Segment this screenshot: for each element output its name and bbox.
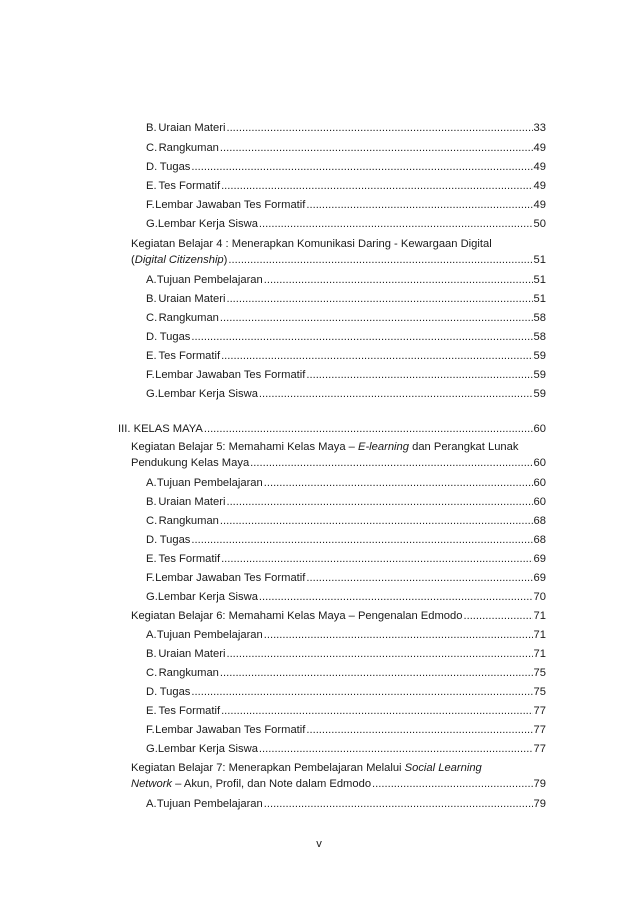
page-number: v (316, 838, 322, 850)
toc-entry-title: Tujuan Pembelajaran (156, 798, 263, 810)
toc-entry-page: 33 (533, 122, 546, 134)
toc-entry-page: 71 (533, 610, 546, 622)
toc-entry[interactable] (146, 798, 546, 811)
toc-entry[interactable] (146, 218, 546, 231)
activity-title: Kegiatan Belajar 6: Memahami Kelas Maya – Pengenalan Edmodo (131, 610, 463, 622)
toc-entry[interactable] (146, 553, 546, 566)
dot-leader (228, 254, 532, 267)
toc-entry-letter: C. (146, 667, 158, 679)
dot-leader (191, 686, 532, 699)
toc-section-entry[interactable] (118, 423, 546, 436)
toc-entry-letter: F. (146, 724, 155, 736)
toc-entry-letter: B. (146, 293, 157, 305)
activity-heading-kb5-line1[interactable] (131, 441, 518, 454)
toc-entry[interactable] (146, 705, 546, 718)
toc-entry[interactable] (146, 629, 546, 642)
activity-heading-kb5[interactable] (131, 457, 546, 470)
activity-title (131, 778, 371, 791)
toc-entry-page: 60 (533, 496, 546, 508)
section-title: KELAS MAYA (133, 423, 203, 435)
toc-entry-page: 49 (533, 199, 546, 211)
toc-entry-title: Tugas (159, 331, 191, 343)
dot-leader (191, 534, 532, 547)
toc-entry-title: Tes Formatif (158, 705, 221, 717)
toc-entry-page: 51 (533, 274, 546, 286)
toc-entry-title: Uraian Materi (158, 496, 226, 508)
toc-entry-page: 59 (533, 350, 546, 362)
activity-title-part: dan Perangkat Lunak (408, 441, 519, 453)
toc-entry-letter: G. (146, 218, 158, 230)
toc-entry[interactable] (146, 293, 546, 306)
toc-entry[interactable] (146, 180, 546, 193)
dot-leader (264, 798, 533, 811)
dot-leader (259, 218, 533, 231)
toc-entry-title: Rangkuman (158, 667, 219, 679)
toc-entry-letter: C. (146, 142, 158, 154)
toc-entry-letter: F. (146, 572, 155, 584)
toc-entry[interactable] (146, 122, 546, 135)
toc-entry[interactable] (146, 274, 546, 287)
dot-leader (259, 388, 533, 401)
toc-entry[interactable] (146, 161, 546, 174)
dot-leader (220, 667, 533, 680)
toc-entry-page: 50 (533, 218, 546, 230)
toc-entry[interactable] (146, 350, 546, 363)
toc-entry[interactable] (146, 142, 546, 155)
activity-heading-kb4-line1[interactable]: Kegiatan Belajar 4 : Menerapkan Komunikasi Daring - Kewargaan Digital (131, 238, 492, 250)
toc-entry[interactable] (146, 667, 546, 680)
toc-entry-page: 79 (533, 778, 546, 790)
toc-entry-letter: F. (146, 199, 155, 211)
toc-entry[interactable] (146, 534, 546, 547)
paren-close: ) (223, 254, 228, 266)
dot-leader (259, 743, 533, 756)
paren-open: ( (131, 254, 135, 266)
toc-entry-letter: A. (146, 477, 157, 489)
toc-entry-title: Tugas (159, 534, 191, 546)
activity-title-italic: Digital Citizenship (134, 254, 224, 266)
toc-entry-title: Lembar Jawaban Tes Formatif (155, 199, 306, 211)
toc-entry-letter: G. (146, 743, 158, 755)
activity-title-italic: Social Learning (404, 762, 482, 774)
toc-entry-letter: D. (146, 534, 158, 546)
toc-entry[interactable] (146, 724, 546, 737)
toc-entry[interactable] (146, 648, 546, 661)
toc-entry-letter: B. (146, 122, 157, 134)
dot-leader (226, 122, 532, 135)
dot-leader (221, 553, 532, 566)
activity-title-part: Kegiatan Belajar 5: Memahami Kelas Maya – (131, 441, 358, 453)
toc-entry-title: Lembar Jawaban Tes Formatif (155, 724, 306, 736)
dot-leader (372, 778, 533, 791)
activity-title: Pendukung Kelas Maya (131, 457, 250, 469)
dot-leader (204, 423, 533, 436)
dot-leader (306, 572, 532, 585)
toc-entry-page: 49 (533, 161, 546, 173)
toc-entry-title: Uraian Materi (158, 648, 226, 660)
toc-entry-page: 60 (533, 423, 546, 435)
dot-leader (264, 274, 533, 287)
toc-entry-page: 60 (533, 457, 546, 469)
activity-title (131, 254, 227, 267)
toc-entry-title: Lembar Kerja Siswa (157, 591, 258, 603)
toc-entry-title: Tujuan Pembelajaran (156, 629, 263, 641)
dot-leader (191, 331, 532, 344)
toc-entry-title: Lembar Jawaban Tes Formatif (155, 369, 306, 381)
toc-entry-page: 49 (533, 142, 546, 154)
toc-entry-letter: G. (146, 591, 158, 603)
toc-entry-page: 59 (533, 388, 546, 400)
activity-heading-kb7-line1[interactable] (131, 762, 482, 775)
dot-leader (463, 610, 532, 623)
activity-heading-kb4[interactable] (131, 254, 546, 267)
toc-entry-letter: A. (146, 798, 157, 810)
toc-entry-page: 59 (533, 369, 546, 381)
toc-entry[interactable] (146, 369, 546, 382)
toc-entry-page: 68 (533, 515, 546, 527)
dot-leader (221, 350, 532, 363)
toc-entry-page: 70 (533, 591, 546, 603)
toc-entry-page: 51 (533, 254, 546, 266)
dot-leader (264, 629, 533, 642)
toc-entry-letter: D. (146, 161, 158, 173)
toc-entry-page: 68 (533, 534, 546, 546)
activity-title-italic: E-learning (357, 441, 409, 453)
activity-title-italic: Network (131, 778, 173, 790)
dot-leader (191, 161, 532, 174)
toc-entry-letter: E. (146, 553, 157, 565)
toc-entry-title: Rangkuman (158, 515, 219, 527)
toc-entry-title: Tes Formatif (158, 553, 221, 565)
dot-leader (226, 496, 532, 509)
toc-entry-page: 77 (533, 743, 546, 755)
toc-entry-page: 69 (533, 553, 546, 565)
dot-leader (226, 293, 532, 306)
toc-entry[interactable] (146, 743, 546, 756)
dot-leader (220, 142, 533, 155)
toc-entry-title: Tes Formatif (158, 350, 221, 362)
toc-entry-title: Tes Formatif (158, 180, 221, 192)
dot-leader (226, 648, 532, 661)
toc-entry-title: Rangkuman (158, 312, 219, 324)
toc-entry[interactable] (146, 312, 546, 325)
activity-heading-kb6[interactable] (131, 610, 546, 623)
toc-entry[interactable] (146, 572, 546, 585)
toc-entry-letter: E. (146, 180, 157, 192)
toc-entry-letter: C. (146, 515, 158, 527)
toc-entry-title: Uraian Materi (158, 293, 226, 305)
toc-entry[interactable] (146, 477, 546, 490)
toc-entry-page: 75 (533, 667, 546, 679)
toc-entry[interactable] (146, 331, 546, 344)
dot-leader (220, 312, 533, 325)
dot-leader (264, 477, 533, 490)
dot-leader (306, 199, 532, 212)
toc-entry-page: 79 (533, 798, 546, 810)
toc-entry-page: 58 (533, 312, 546, 324)
toc-entry-letter: C. (146, 312, 158, 324)
dot-leader (259, 591, 533, 604)
toc-entry-page: 75 (533, 686, 546, 698)
toc-entry-title: Tujuan Pembelajaran (156, 477, 263, 489)
toc-entry-page: 58 (533, 331, 546, 343)
toc-entry-page: 51 (533, 293, 546, 305)
dot-leader (221, 180, 532, 193)
toc-entry-title: Lembar Kerja Siswa (157, 388, 258, 400)
toc-entry-letter: A. (146, 629, 157, 641)
toc-entry[interactable] (146, 591, 546, 604)
toc-entry-page: 77 (533, 705, 546, 717)
toc-entry-title: Tugas (159, 161, 191, 173)
toc-entry-title: Lembar Kerja Siswa (157, 218, 258, 230)
toc-entry-page: 60 (533, 477, 546, 489)
toc-entry-letter: D. (146, 686, 158, 698)
section-numeral: III. (118, 423, 131, 435)
toc-entry[interactable] (146, 199, 546, 212)
dot-leader (250, 457, 532, 470)
dot-leader (306, 369, 532, 382)
toc-entry[interactable] (146, 388, 546, 401)
toc-entry-title: Tugas (159, 686, 191, 698)
toc-entry-title: Lembar Jawaban Tes Formatif (155, 572, 306, 584)
toc-entry-title: Uraian Materi (158, 122, 226, 134)
toc-entry[interactable] (146, 496, 546, 509)
toc-entry-letter: F. (146, 369, 155, 381)
dot-leader (221, 705, 532, 718)
toc-entry[interactable] (146, 686, 546, 699)
toc-entry-title: Tujuan Pembelajaran (156, 274, 263, 286)
dot-leader (220, 515, 533, 528)
toc-entry-title: Lembar Kerja Siswa (157, 743, 258, 755)
toc-entry[interactable] (146, 515, 546, 528)
toc-entry-page: 69 (533, 572, 546, 584)
toc-entry-page: 71 (533, 629, 546, 641)
toc-entry-letter: E. (146, 705, 157, 717)
toc-entry-page: 77 (533, 724, 546, 736)
toc-entry-title: Rangkuman (158, 142, 219, 154)
toc-entry-page: 49 (533, 180, 546, 192)
toc-entry-letter: D. (146, 331, 158, 343)
activity-title-part: Kegiatan Belajar 7: Menerapkan Pembelajaran Melalui (131, 762, 405, 774)
toc-entry-letter: B. (146, 648, 157, 660)
dot-leader (306, 724, 532, 737)
toc-entry-letter: B. (146, 496, 157, 508)
toc-entry-letter: E. (146, 350, 157, 362)
toc-entry-page: 71 (533, 648, 546, 660)
activity-heading-kb7[interactable] (131, 778, 546, 791)
toc-entry-letter: G. (146, 388, 158, 400)
toc-entry-letter: A. (146, 274, 157, 286)
activity-title-part: – Akun, Profil, dan Note dalam Edmodo (172, 778, 372, 790)
